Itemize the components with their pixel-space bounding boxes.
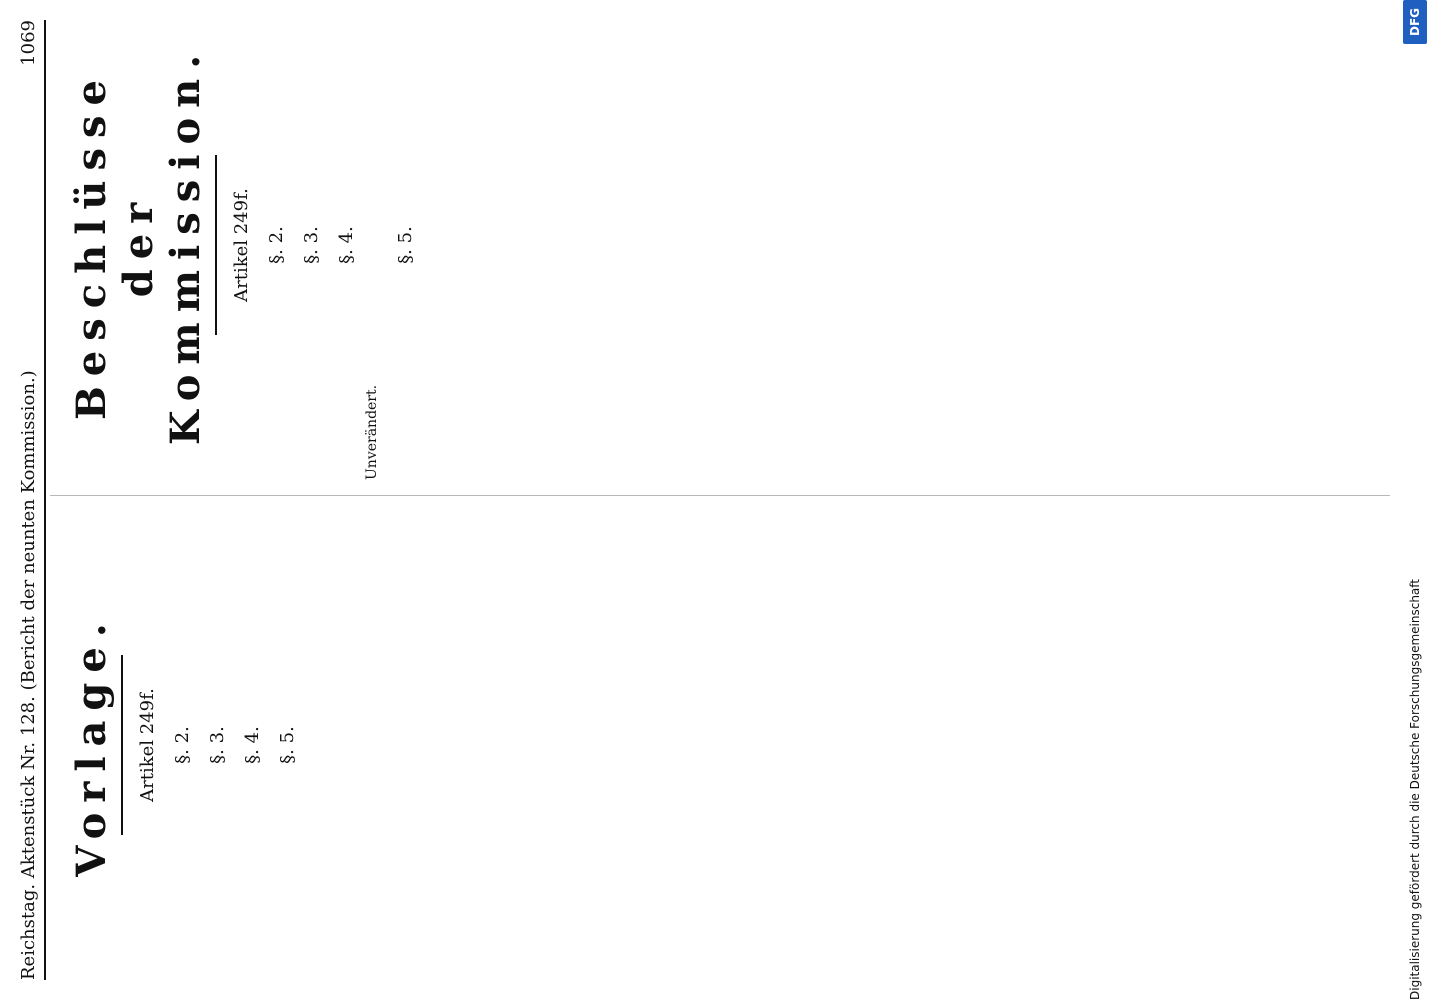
right-column-title: Beschlüsse der Kommission. xyxy=(68,44,209,446)
right-section-heading: Artikel 249f. xyxy=(231,188,252,302)
page-header-title: Reichstag. Aktenstück Nr. 128. (Bericht der neunten Kommission.) xyxy=(18,370,39,980)
dfg-note-text: Digitalisierung gefördert durch die Deutsche Forschungsgemeinschaft xyxy=(1408,578,1422,1000)
left-section-heading: §. 5. xyxy=(277,726,298,764)
left-section-heading: §. 3. xyxy=(207,726,228,764)
left-section-heading: §. 4. xyxy=(242,726,263,764)
dfg-logo: DFG xyxy=(1403,0,1427,44)
title-rule xyxy=(121,655,123,835)
right-section-heading: §. 4. xyxy=(336,226,357,264)
left-column xyxy=(60,510,1380,980)
page-header xyxy=(14,20,46,980)
left-section-heading: Artikel 249f. xyxy=(137,688,158,802)
title-rule xyxy=(215,155,217,335)
right-section-heading: §. 3. xyxy=(301,226,322,264)
left-section-heading: §. 2. xyxy=(172,726,193,764)
right-section-heading: §. 5. xyxy=(395,226,416,264)
right-column xyxy=(60,10,1380,480)
left-column-blocks xyxy=(137,510,298,980)
right-section-heading: §. 2. xyxy=(266,226,287,264)
left-column-title: Vorlage. xyxy=(68,613,115,877)
column-divider xyxy=(50,495,1390,496)
right-paragraph: Unverändert. xyxy=(364,384,380,480)
page-number: 1069 xyxy=(18,20,39,66)
right-column-blocks xyxy=(231,10,416,480)
dfg-edge-note xyxy=(1400,0,1430,1000)
